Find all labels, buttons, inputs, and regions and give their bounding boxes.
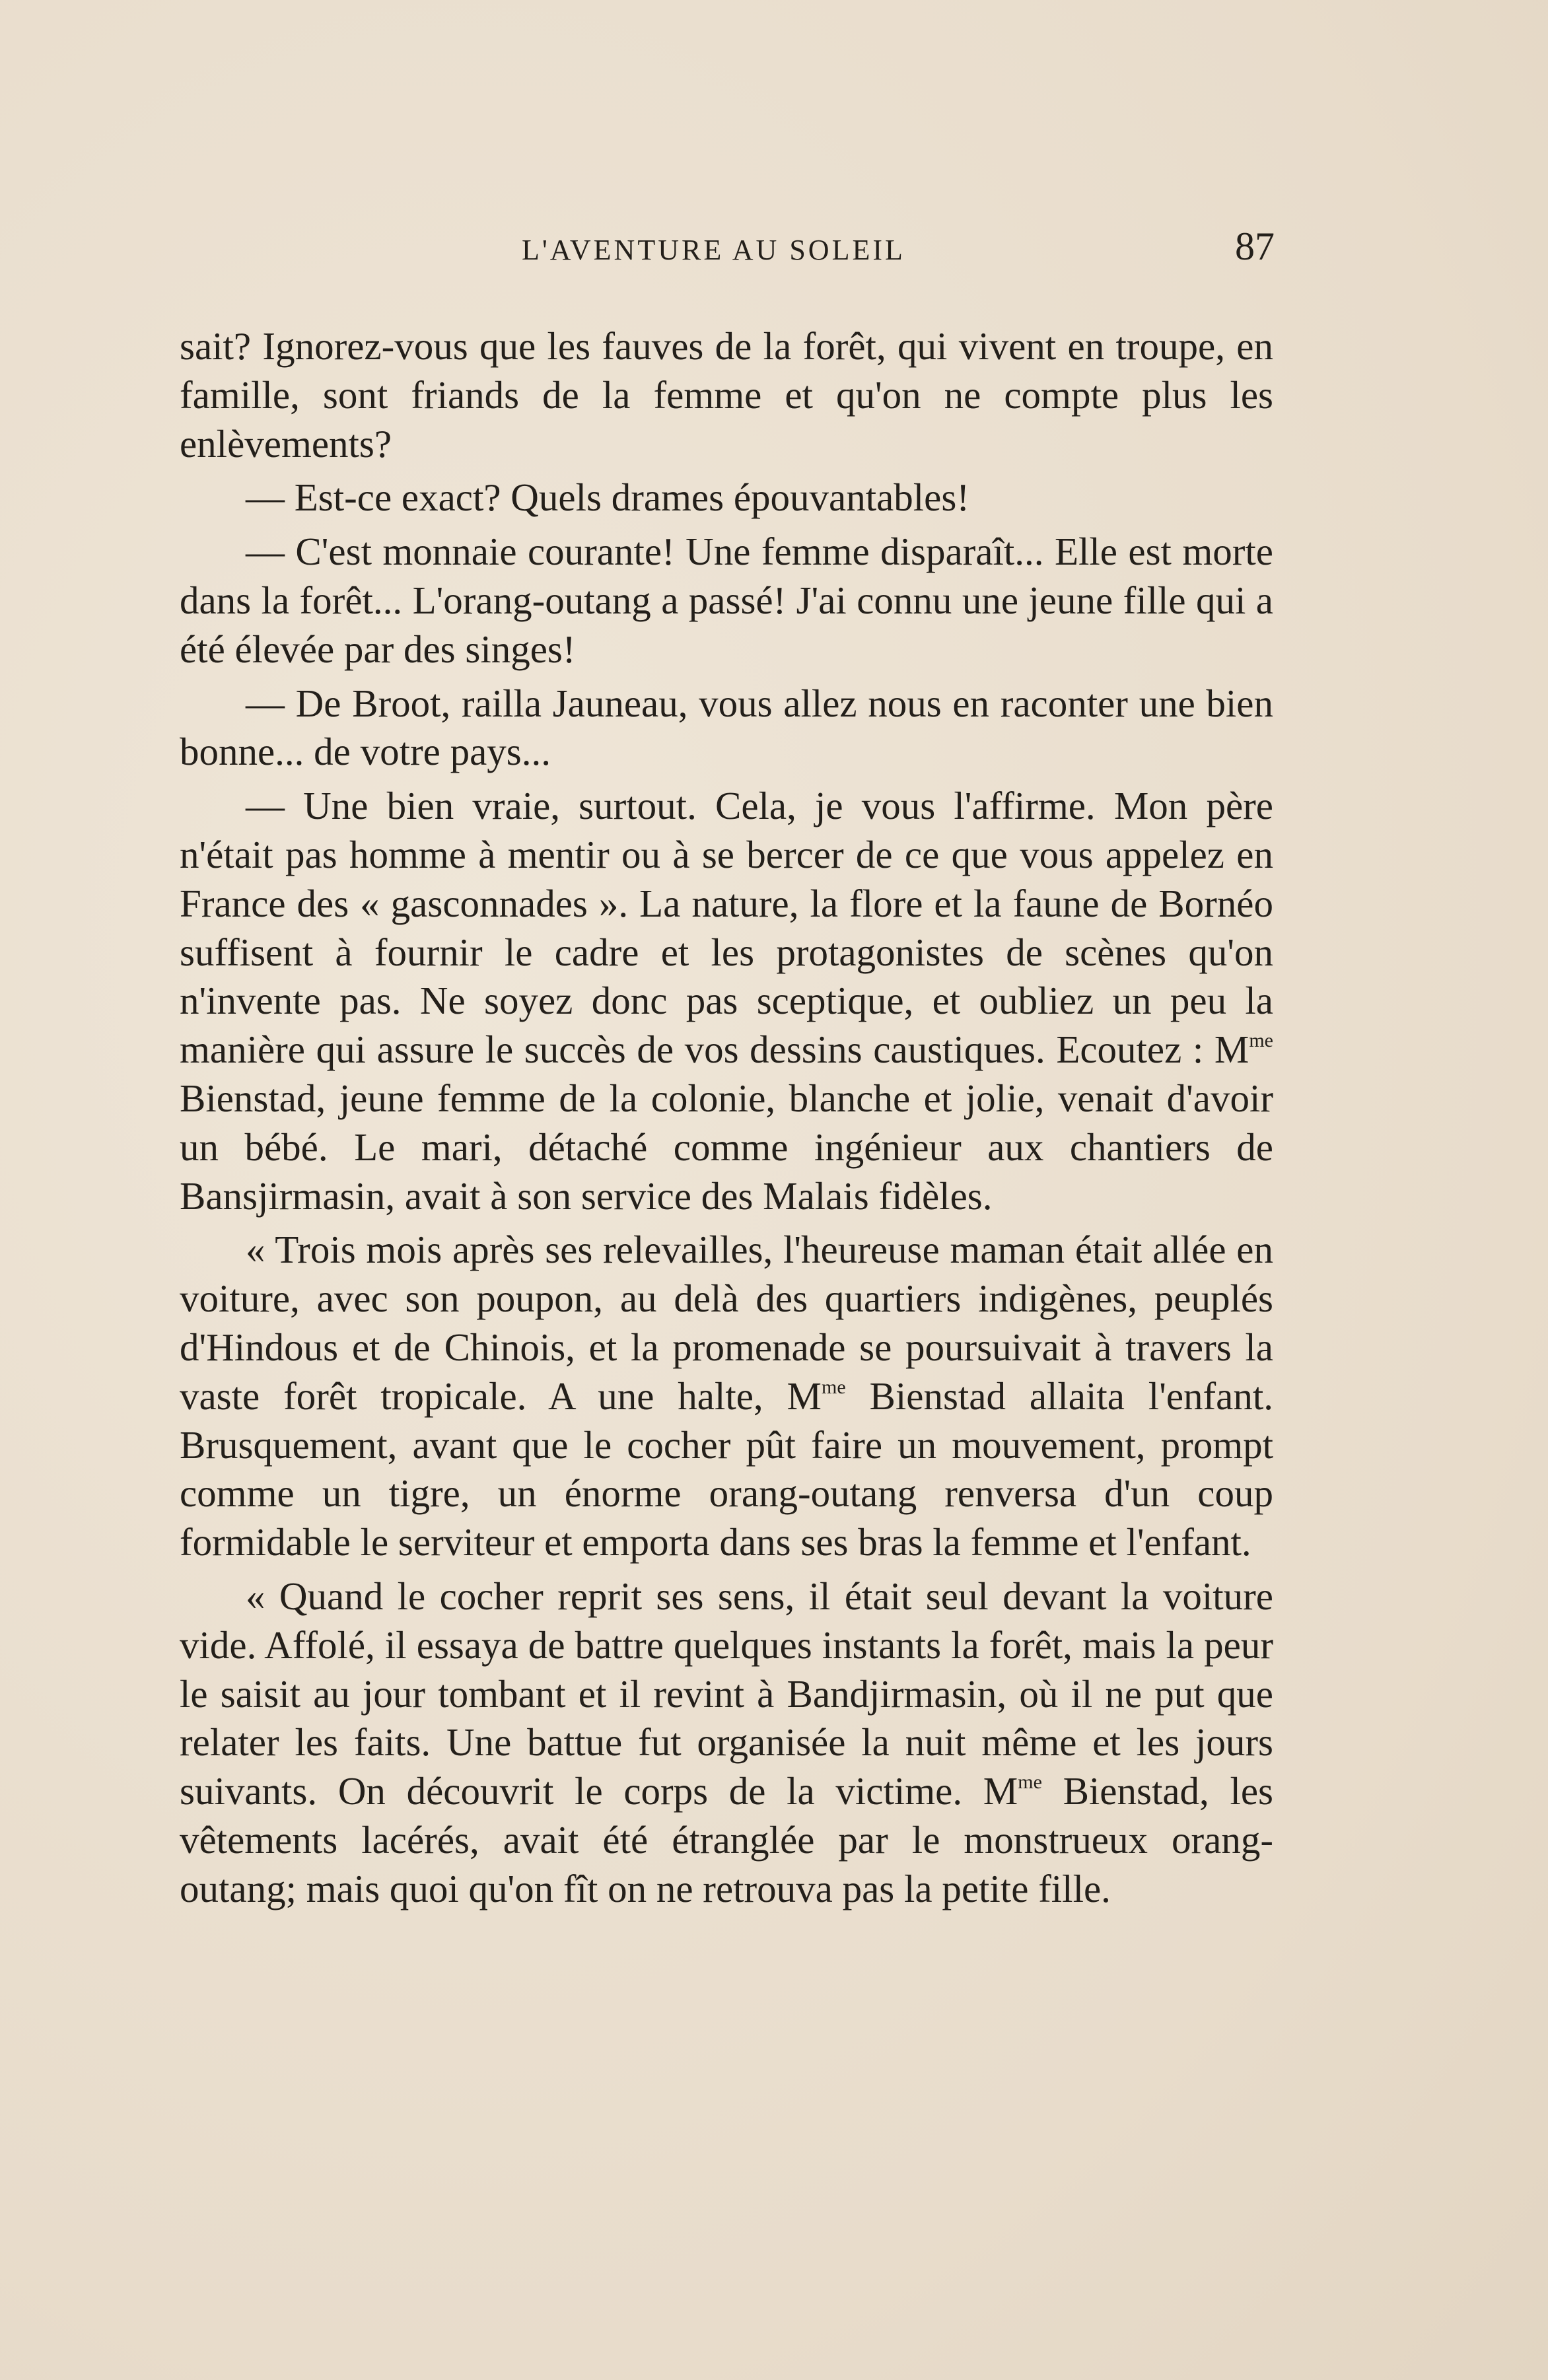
paragraph-7-part-1: « Quand le cocher reprit ses sens, il était seul devant la voiture vide. Affolé, il essaya de battre quelques instants la forêt, mais la peur le saisit au jour tombant et il revint à Bandjirmasin, où il ne put que relater les faits. Une battue fut organisée la nuit même et les jours suivants. On découvrit le corps de la victime. M: [180, 1574, 1273, 1813]
paragraph-7-part-2: Bienstad, les vêtements lacérés, avait été étranglée par le monstrueux orang-outang; mais quoi qu'on fît on ne retrouva pas la petite fille.: [180, 1769, 1273, 1910]
paragraph-4: — De Broot, railla Jauneau, vous allez nous en raconter une bien bonne... de votre pays...: [180, 681, 1273, 774]
paragraph-5-part-1: — Une bien vraie, surtout. Cela, je vous l'affirme. Mon père n'était pas homme à mentir ou à se bercer de ce que vous appelez en France des « gasconnades ». La nature, la flore et la faune de Bornéo suffisent à fournir le cadre et les protagonistes de scènes qu'on n'invente pas. Ne soyez donc pas sceptique, et oubliez un peu la manière qui assure le succès de vos dessins caustiques. Ecoutez : M: [180, 784, 1273, 1072]
paragraph-2: — Est-ce exact? Quels drames épouvantables!: [246, 475, 969, 520]
paragraph-5-part-2: Bienstad, jeune femme de la colonie, blanche et jolie, venait d'avoir un bébé. Le mari, détaché comme ingénieur aux chantiers de Bansjirmasin, avait à son service des Malais fidèles.: [180, 1076, 1273, 1218]
paragraph-6-part-1: « Trois mois après ses relevailles, l'heureuse maman était allée en voiture, avec son poupon, au delà des quartiers indigènes, peuplés d'Hindous et de Chinois, et la promenade se poursuivait à travers la vaste forêt tropicale. A une halte, M: [180, 1228, 1273, 1418]
paragraph-5: [180, 782, 1273, 1220]
paragraph-6-part-2: Bienstad allaita l'enfant. Brusquement, avant que le cocher pût faire un mouvement, prompt comme un tigre, un énorme orang-outang renversa d'un coup formidable le serviteur et emporta dans ses bras la femme et l'enfant.: [180, 1374, 1273, 1564]
abbreviation-superscript: me: [822, 1376, 846, 1398]
paragraph-3: — C'est monnaie courante! Une femme disparaît... Elle est morte dans la forêt... L'orang-outang a passé! J'ai connu une jeune fille qui a été élevée par des singes!: [180, 530, 1273, 671]
abbreviation-superscript: me: [1249, 1030, 1273, 1052]
paragraph-1: sait? Ignorez-vous que les fauves de la forêt, qui vivent en troupe, en famille, sont friands de la femme et qu'on ne compte plus les enlèvements?: [180, 324, 1273, 466]
paragraph-6: [180, 1226, 1273, 1567]
paragraph-7: [180, 1572, 1273, 1914]
running-title: L'AVENTURE AU SOLEIL: [522, 234, 905, 266]
body-text: [180, 322, 1273, 1919]
page-number: 87: [1235, 225, 1275, 268]
abbreviation-superscript: me: [1018, 1771, 1042, 1794]
page-header: [178, 221, 1275, 274]
